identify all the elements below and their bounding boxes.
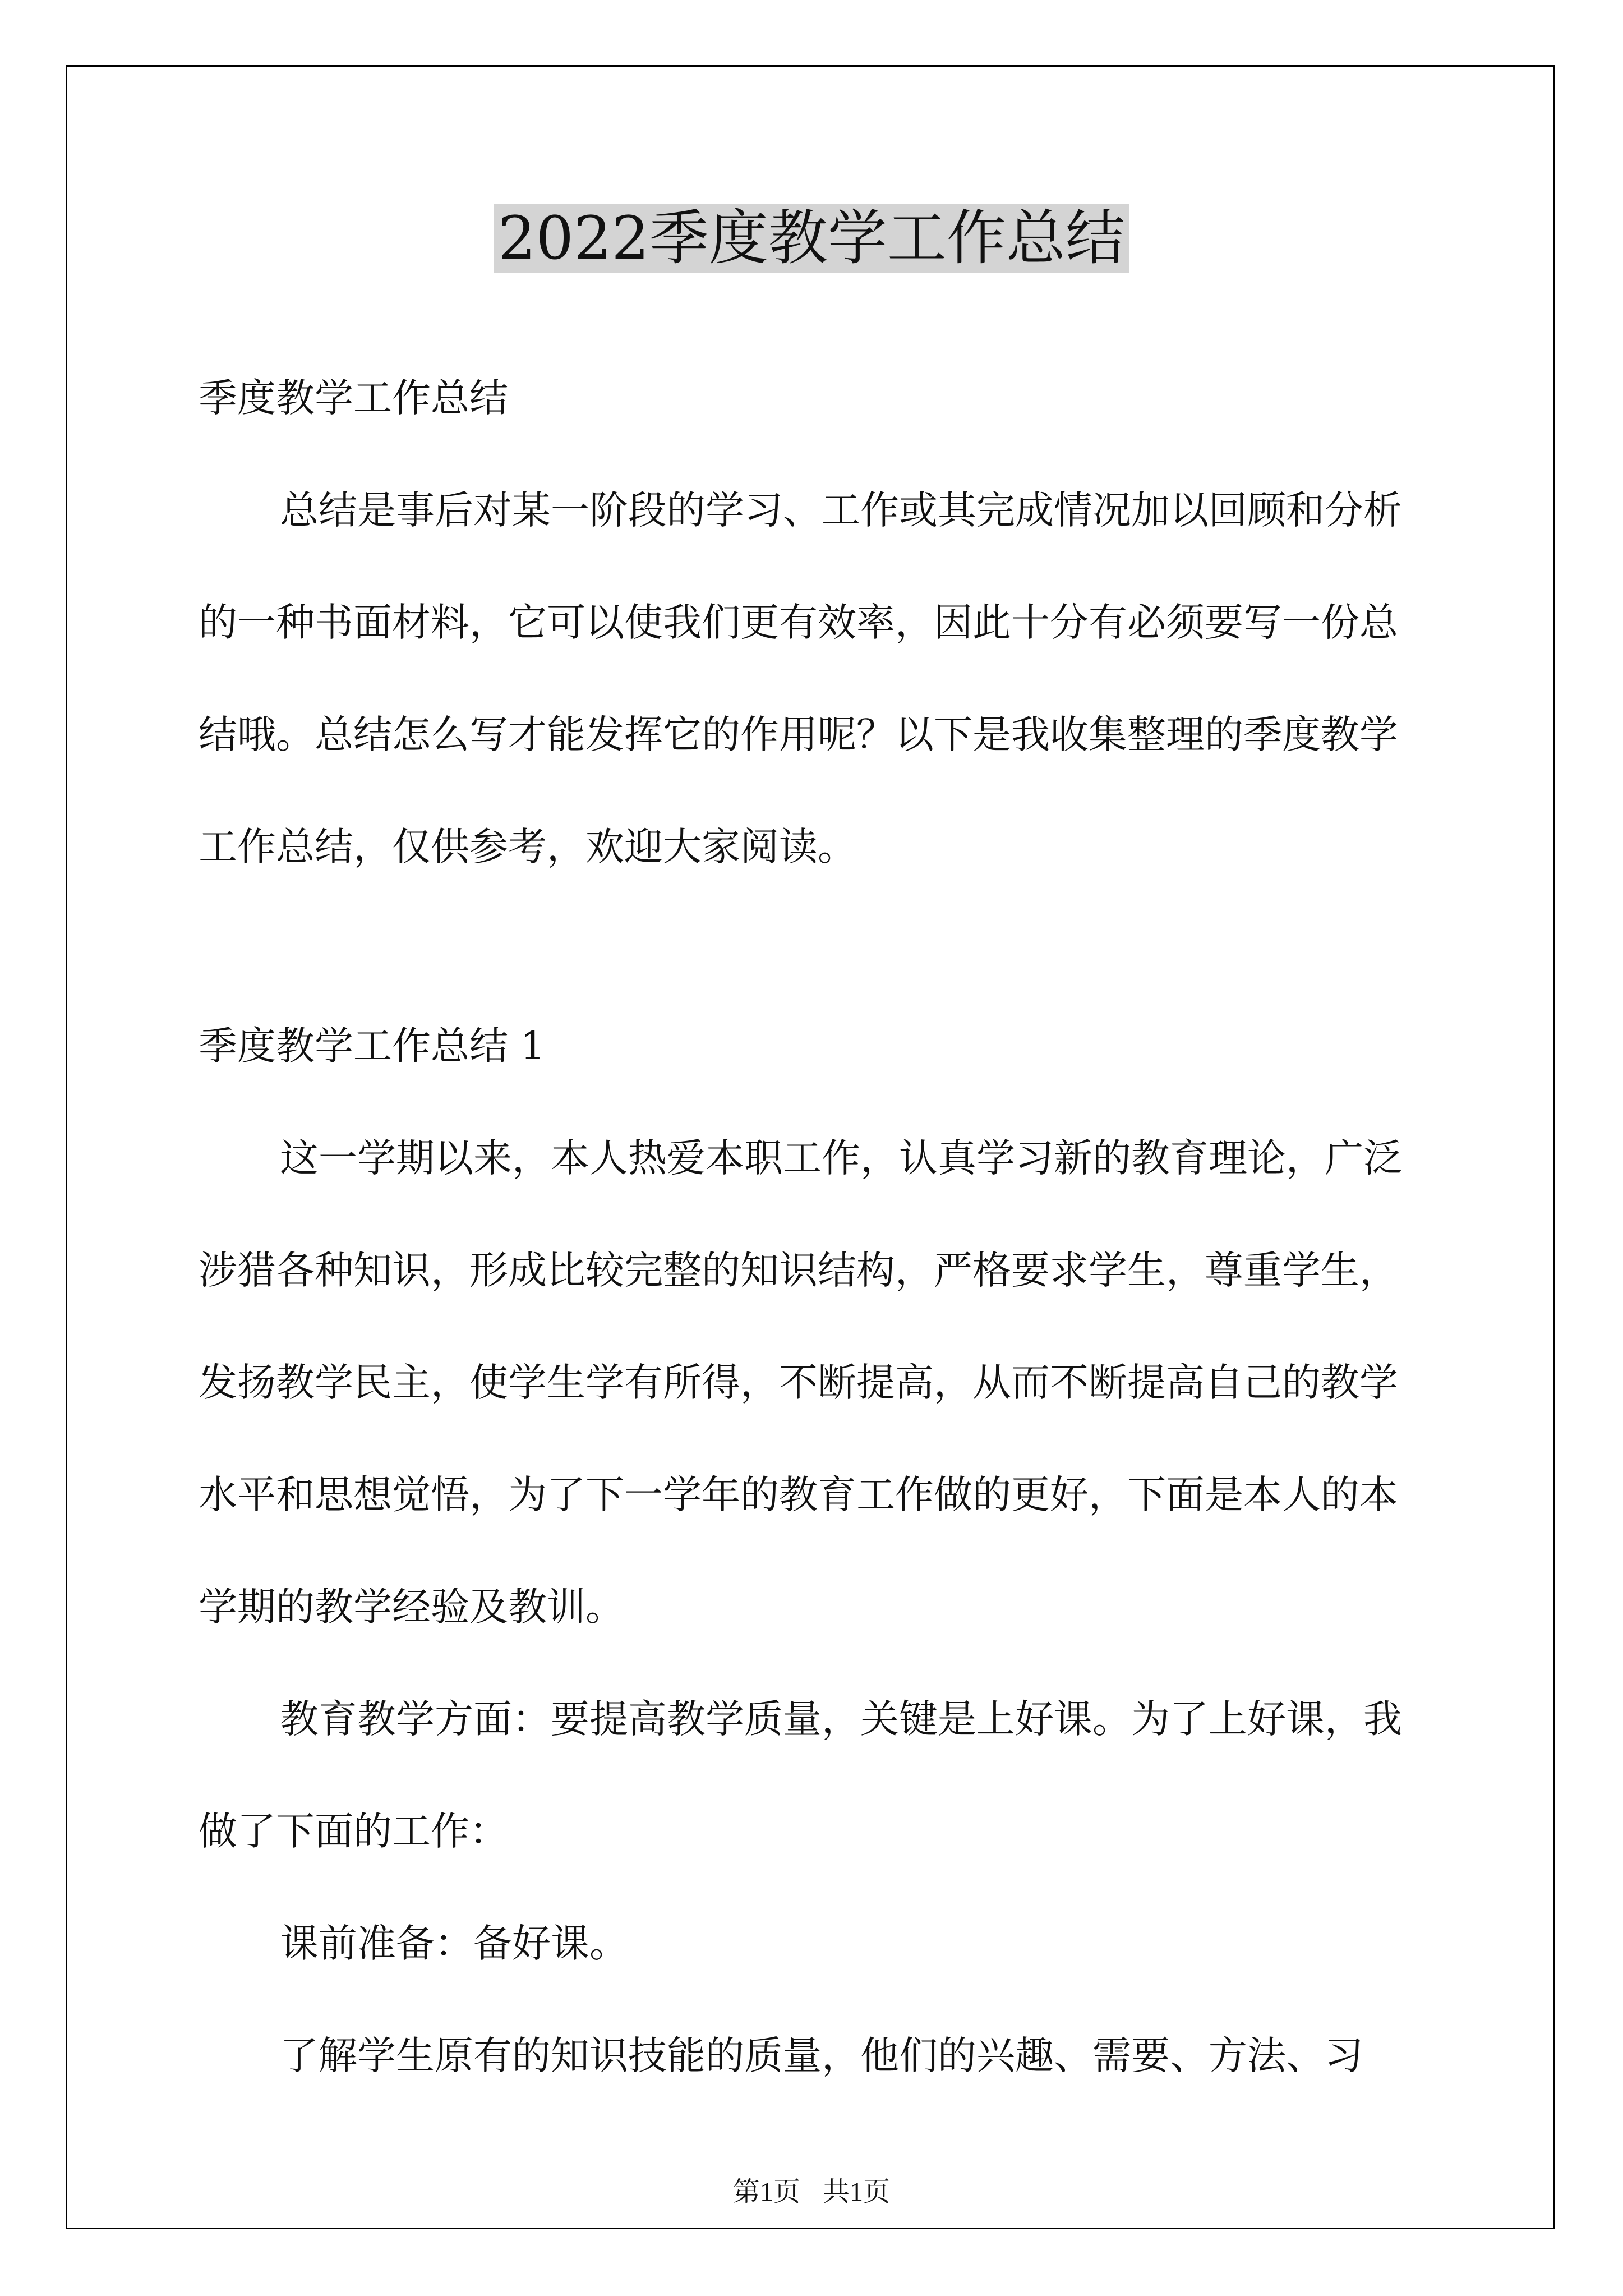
intro-heading: 季度教学工作总结 [199, 376, 508, 421]
page-footer [0, 2175, 1623, 2209]
document-body [199, 342, 1432, 2112]
body-paragraph: 了解学生原有的知识技能的质量，他们的兴趣、需要、方法、习 [280, 2033, 1363, 2078]
section-heading: 季度教学工作总结 1 [199, 1024, 545, 1069]
body-paragraph: 课前准备：备好课。 [280, 1921, 628, 1966]
body-paragraph: 教育教学方面：要提高教学质量，关键是上好课。为了上好课，我做了下面的工作： [199, 1697, 1402, 1854]
page-number-current: 第1页 [732, 2177, 800, 2207]
intro-paragraph: 总结是事后对某一阶段的学习、工作或其完成情况加以回顾和分析的一种书面材料，它可以使我们更有效率，因此十分有必须要写一份总结哦。总结怎么写才能发挥它的作用呢？以下是我收集整理的季度教学工作总结，仅供参考，欢迎大家阅读。 [199, 488, 1402, 869]
page-number-total: 共1页 [823, 2177, 891, 2207]
section-spacer [199, 903, 1432, 990]
body-paragraph: 这一学期以来，本人热爱本职工作，认真学习新的教育理论，广泛涉猎各种知识，形成比较完整的知识结构，严格要求学生，尊重学生，发扬教学民主，使学生学有所得，不断提高，从而不断提高自己的教学水平和思想觉悟，为了下一学年的教育工作做的更好，下面是本人的本学期的教学经验及教训。 [199, 1136, 1402, 1630]
document-title-text: 2022季度教学工作总结 [494, 204, 1129, 273]
document-title [0, 199, 1623, 278]
